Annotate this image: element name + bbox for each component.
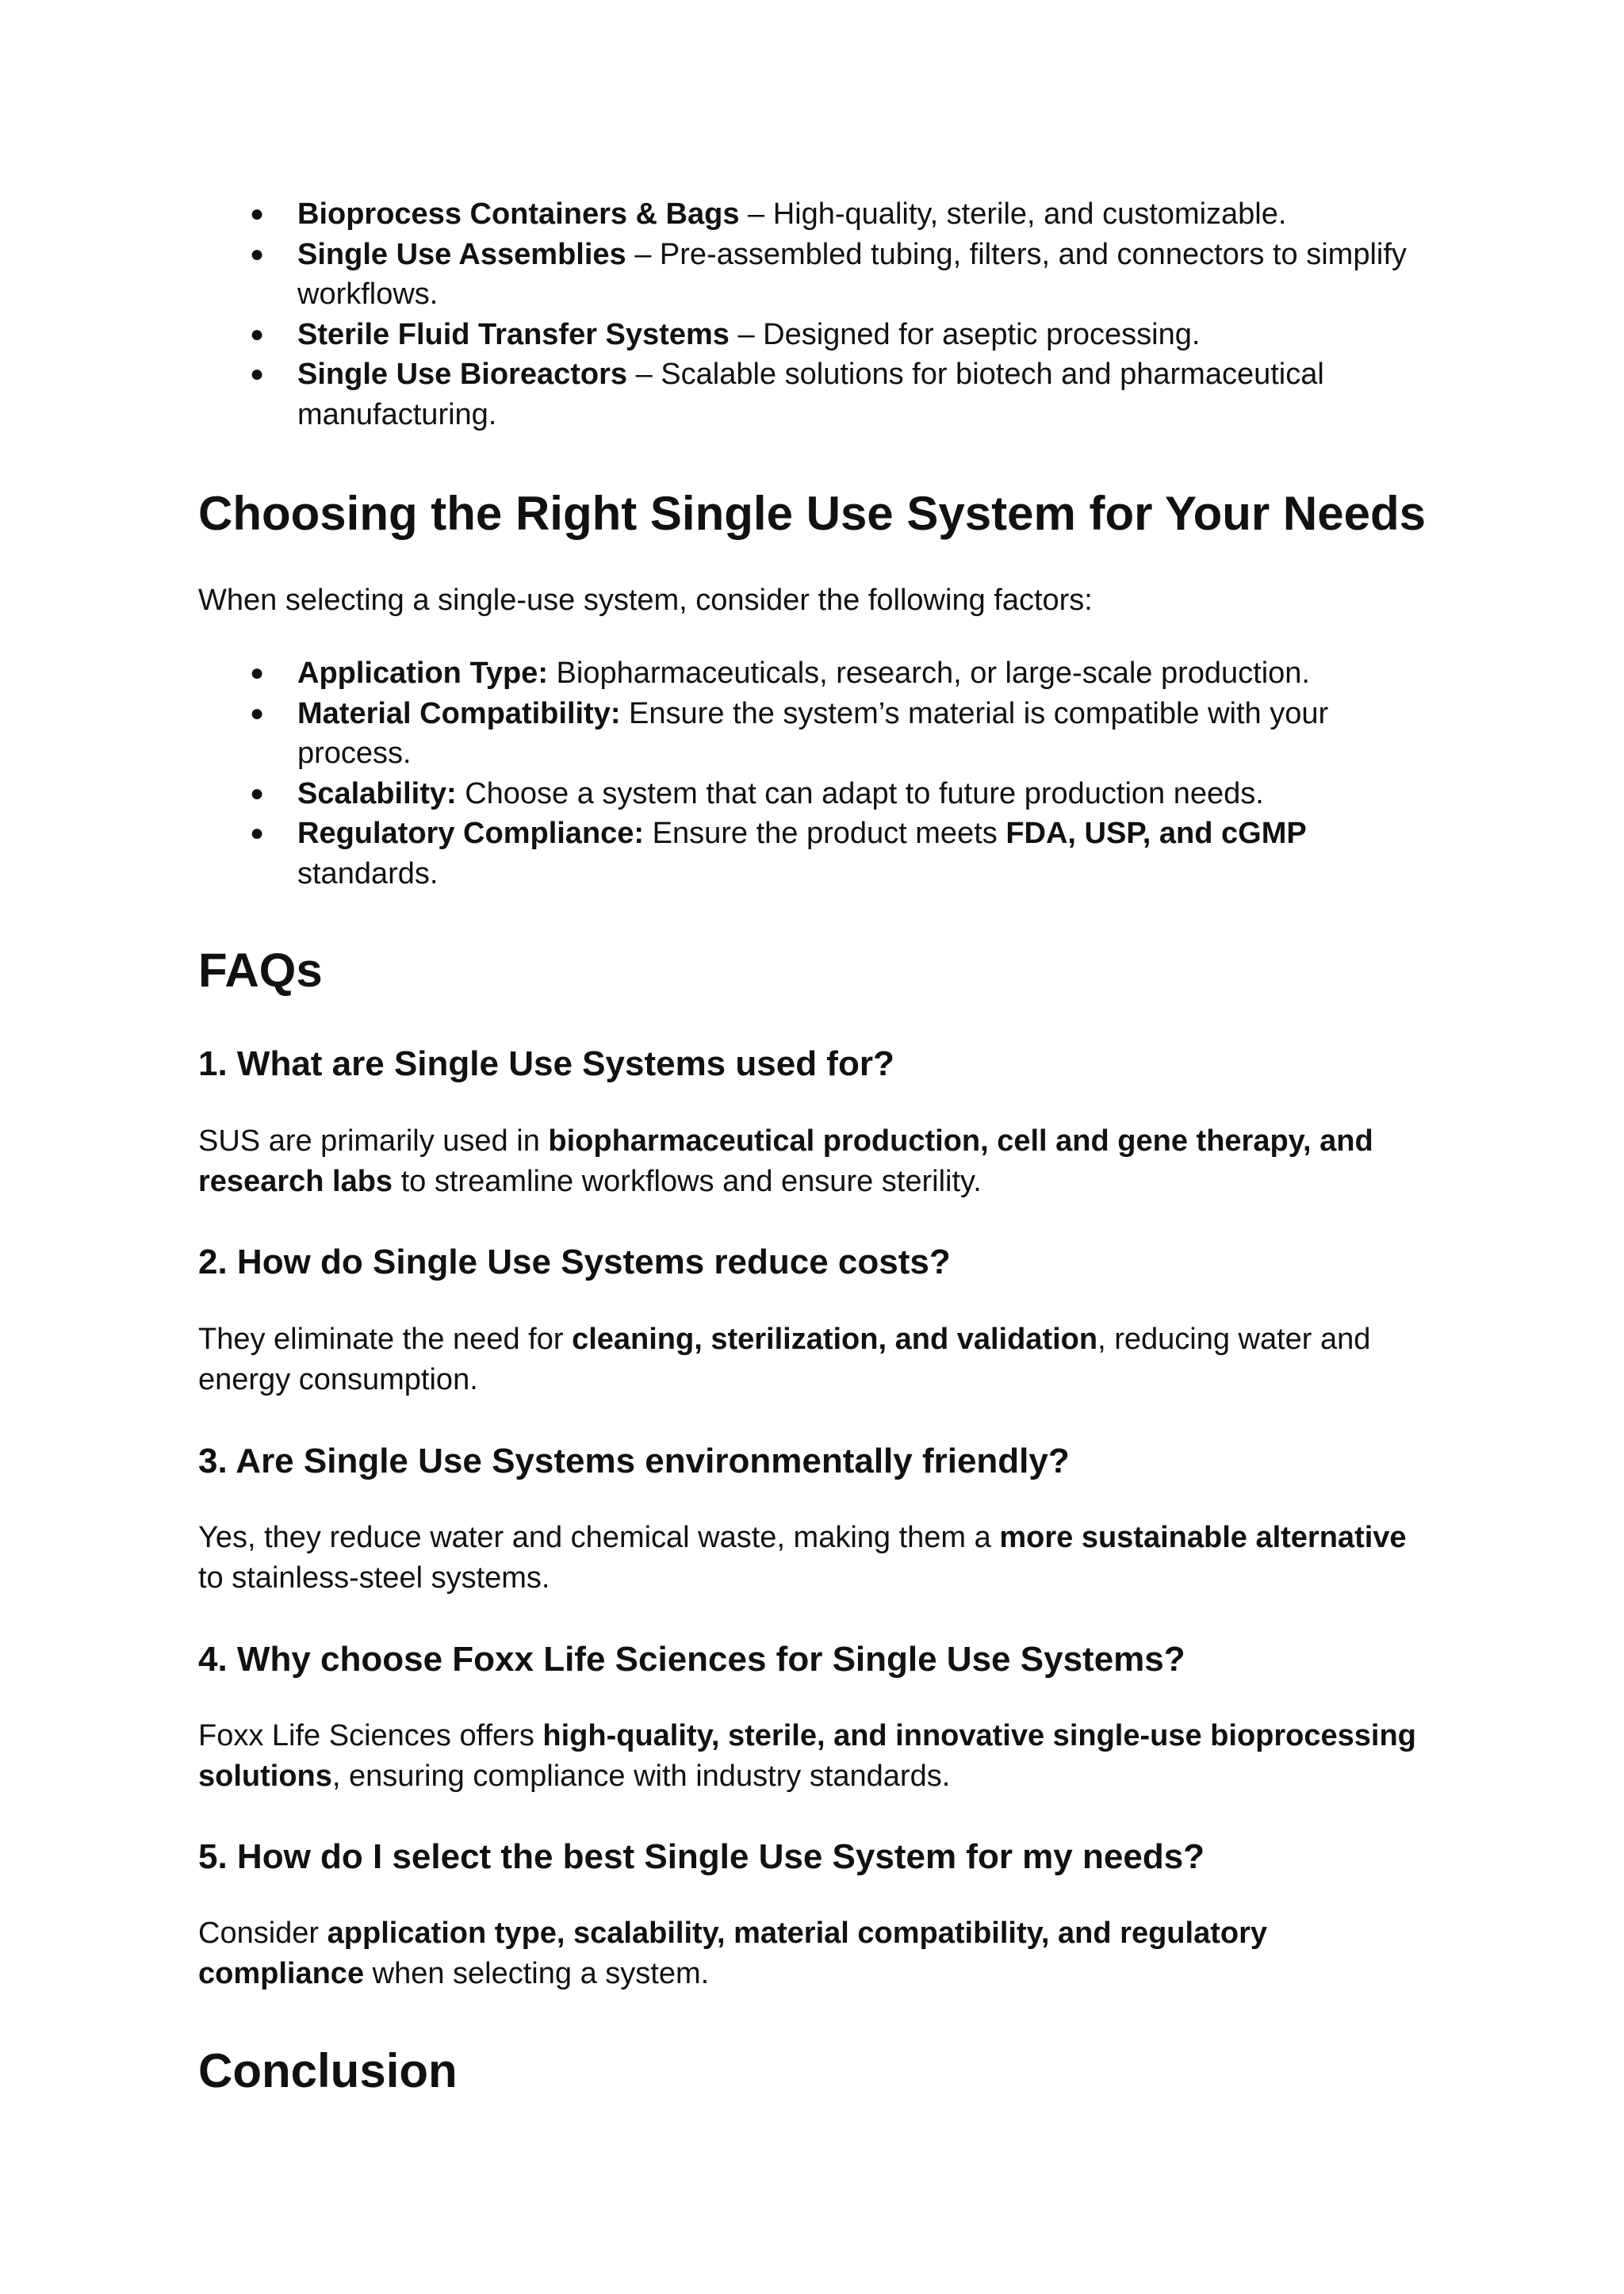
product-name: Single Use Assemblies (297, 237, 626, 271)
standards-list: FDA, USP, and cGMP (1005, 817, 1307, 850)
faq-question: 3. Are Single Use Systems environmentally friendly? (198, 1442, 1070, 1480)
faq-question: 5. How do I select the best Single Use System for my needs? (198, 1837, 1205, 1876)
faq-answer (198, 1716, 1435, 1796)
faq-answer (198, 1121, 1435, 1201)
factor-description: Ensure the system’s material is compatible with your process. (297, 696, 1329, 770)
bullet-icon: ● (250, 201, 265, 227)
answer-text: to stainless-steel systems. (198, 1561, 550, 1595)
list-item (198, 235, 1435, 315)
faq-answer (198, 1518, 1435, 1598)
answer-text: Foxx Life Sciences offers (198, 1719, 543, 1752)
list-item (198, 774, 1435, 814)
bullet-icon: ● (250, 820, 265, 846)
product-description: – High-quality, sterile, and customizable. (739, 197, 1287, 231)
product-name: Sterile Fluid Transfer Systems (297, 317, 730, 351)
bullet-icon: ● (250, 361, 265, 387)
product-description: – Pre-assembled tubing, filters, and connectors to simplify workflows. (297, 237, 1407, 311)
bullet-icon: ● (250, 320, 265, 347)
answer-text: , ensuring compliance with industry standards. (331, 1759, 951, 1793)
section-heading-choosing: Choosing the Right Single Use System for Your Needs (198, 487, 1427, 540)
section-heading-faqs: FAQs (198, 944, 323, 997)
faq-question: 4. Why choose Foxx Life Sciences for Single Use Systems? (198, 1640, 1185, 1679)
answer-text: Consider (198, 1917, 327, 1950)
factor-description: Ensure the product meets (644, 817, 1006, 850)
product-name: Single Use Bioreactors (297, 358, 628, 391)
bullet-icon: ● (250, 699, 265, 726)
factor-description-end: standards. (297, 856, 439, 890)
answer-emphasis: application type, scalability, material compatibility, and regulatory compliance (198, 1917, 1267, 1990)
answer-text: , reducing water and energy consumption. (198, 1323, 1371, 1396)
product-description: – Designed for aseptic processing. (729, 317, 1201, 351)
product-description: – Scalable solutions for biotech and pharmaceutical manufacturing. (297, 358, 1324, 431)
bullet-icon: ● (250, 660, 265, 686)
answer-emphasis: high-quality, sterile, and innovative single-use bioprocessing solutions (198, 1719, 1416, 1793)
list-item (198, 315, 1435, 355)
product-name: Bioprocess Containers & Bags (297, 197, 740, 231)
factor-name: Scalability: (297, 776, 457, 810)
list-item (198, 653, 1435, 694)
answer-text: They eliminate the need for (198, 1323, 573, 1356)
answer-emphasis: biopharmaceutical production, cell and gene therapy, and research labs (198, 1124, 1373, 1198)
bullet-icon: ● (250, 779, 265, 806)
answer-text: SUS are primarily used in (198, 1124, 549, 1158)
choosing-intro: When selecting a single-use system, consider the following factors: (198, 584, 1093, 617)
faq-answer (198, 1913, 1435, 1993)
list-item (198, 694, 1435, 774)
factor-list (198, 653, 1435, 894)
factor-name: Regulatory Compliance: (297, 817, 645, 850)
faq-question: 1. What are Single Use Systems used for? (198, 1044, 894, 1083)
factor-name: Material Compatibility: (297, 696, 621, 730)
answer-text: when selecting a system. (364, 1956, 710, 1990)
section-heading-conclusion: Conclusion (198, 2044, 458, 2097)
faq-question: 2. How do Single Use Systems reduce costs? (198, 1243, 951, 1281)
answer-text: Yes, they reduce water and chemical waste, making them a (198, 1521, 1000, 1554)
faq-answer (198, 1319, 1435, 1400)
list-item (198, 354, 1435, 435)
factor-name: Application Type: (297, 657, 548, 690)
factor-description: Biopharmaceuticals, research, or large-scale production. (547, 657, 1310, 690)
product-list (198, 194, 1435, 435)
answer-emphasis: more sustainable alternative (999, 1521, 1407, 1554)
list-item (198, 194, 1435, 235)
list-item (198, 814, 1435, 894)
bullet-icon: ● (250, 240, 265, 267)
answer-text: to streamline workflows and ensure sterility. (393, 1164, 982, 1198)
factor-description: Choose a system that can adapt to future production needs. (456, 776, 1264, 810)
answer-emphasis: cleaning, sterilization, and validation (572, 1323, 1098, 1356)
